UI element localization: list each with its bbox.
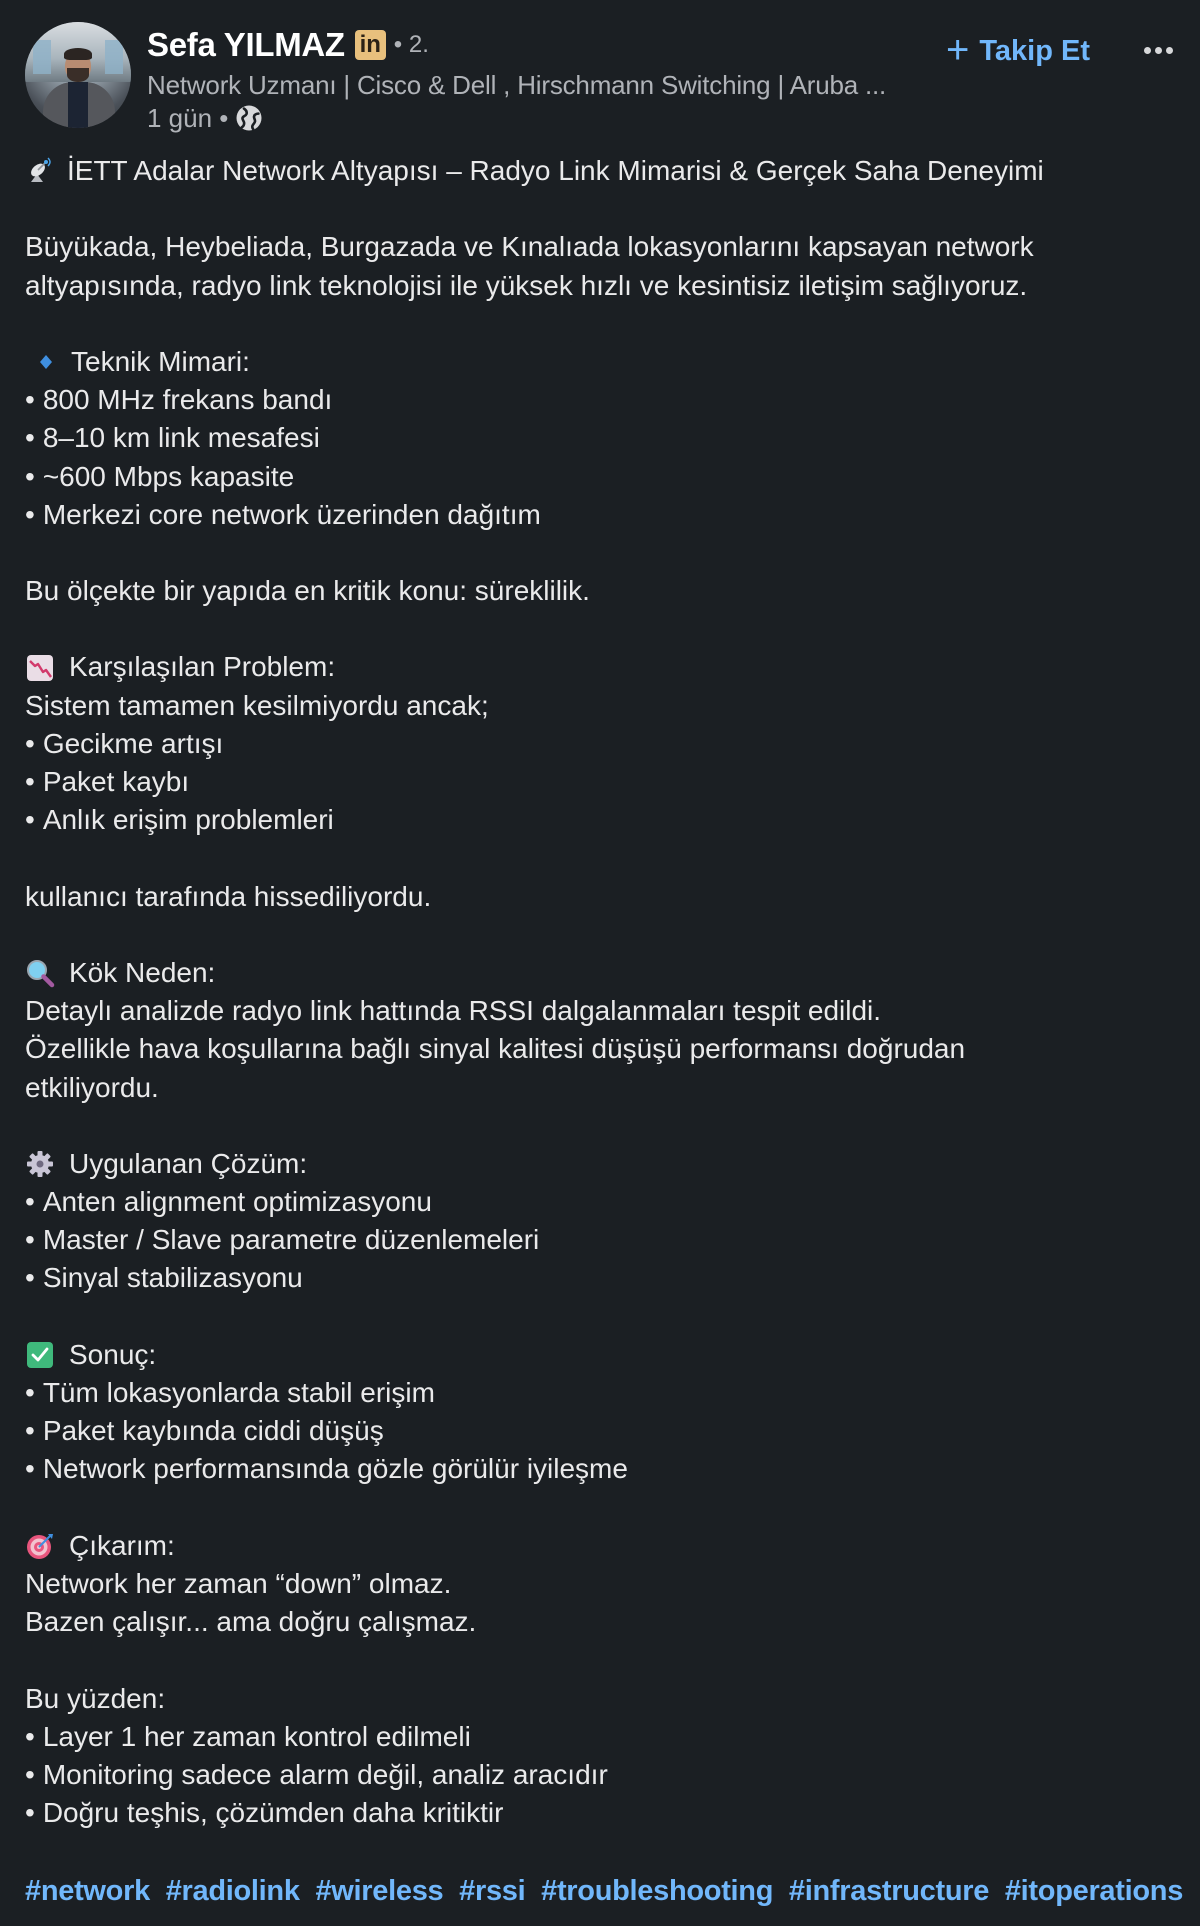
takeaway-line: Network her zaman “down” olmaz. bbox=[25, 1567, 452, 1599]
post-title-text: İETT Adalar Network Altyapısı – Radyo Link Mimarisi & Gerçek Saha Deneyimi bbox=[67, 155, 1044, 186]
problem-lead: Sistem tamamen kesilmiyordu ancak; bbox=[25, 689, 489, 721]
linkedin-premium-icon: in bbox=[355, 30, 386, 60]
result-item: • Paket kaybında ciddi düşüş bbox=[25, 1412, 1185, 1450]
follow-button[interactable] bbox=[946, 27, 1091, 72]
result-item: • Tüm lokasyonlarda stabil erişim bbox=[25, 1374, 1185, 1412]
target-icon bbox=[25, 1531, 55, 1561]
therefore-item: • Doğru teşhis, çözümden daha kritiktir bbox=[25, 1794, 1185, 1832]
problem-heading-text: Karşılaşılan Problem: bbox=[69, 651, 336, 683]
spacer bbox=[25, 305, 1185, 343]
therefore-item: • Monitoring sadece alarm değil, analiz aracıdır bbox=[25, 1756, 1185, 1794]
takeaway-heading-text: Çıkarım: bbox=[69, 1529, 175, 1561]
avatar-window bbox=[105, 40, 123, 74]
hashtag-link[interactable]: #troubleshooting bbox=[541, 1875, 774, 1907]
architecture-item: • 8–10 km link mesafesi bbox=[25, 419, 1185, 457]
architecture-item: • ~600 Mbps kapasite bbox=[25, 458, 1185, 496]
spacer bbox=[25, 534, 1185, 572]
architecture-item: • Merkezi core network üzerinden dağıtım bbox=[25, 496, 1185, 534]
author-name[interactable]: Sefa YILMAZ bbox=[147, 26, 345, 63]
root-cause-line: Özellikle hava koşullarına bağlı sinyal kalitesi düşüşü performansı doğrudan bbox=[25, 1033, 966, 1065]
dot bbox=[1144, 47, 1151, 54]
spacer bbox=[25, 1298, 1185, 1336]
check-mark-button-icon bbox=[25, 1340, 55, 1370]
avatar-beard bbox=[67, 68, 89, 82]
avatar[interactable] bbox=[25, 22, 131, 128]
post-title bbox=[25, 152, 1185, 190]
dot bbox=[1155, 47, 1162, 54]
plus-icon: + bbox=[946, 27, 970, 72]
root-cause-heading-text: Kök Neden: bbox=[69, 956, 216, 988]
chart-decreasing-icon bbox=[25, 653, 55, 683]
problem-item: • Anlık erişim problemleri bbox=[25, 801, 1185, 839]
spacer bbox=[25, 190, 1185, 228]
therefore-heading: Bu yüzden: bbox=[25, 1682, 166, 1714]
continuity-text: Bu ölçekte bir yapıda en kritik konu: süreklilik. bbox=[25, 575, 590, 607]
blue-diamond-icon bbox=[31, 347, 61, 377]
intro-line: altyapısında, radyo link teknolojisi ile yüksek hızlı ve kesintisiz iletişim sağlıyoruz. bbox=[25, 269, 1028, 301]
hashtag-link[interactable]: #radiolink bbox=[165, 1875, 300, 1907]
magnifying-glass-icon bbox=[25, 958, 55, 988]
root-cause-line: etkiliyordu. bbox=[25, 1071, 159, 1103]
solution-item: • Sinyal stabilizasyonu bbox=[25, 1259, 1185, 1297]
takeaway-heading bbox=[25, 1527, 1185, 1565]
spacer bbox=[25, 1107, 1185, 1145]
more-options-button[interactable] bbox=[1138, 34, 1178, 66]
result-heading bbox=[25, 1336, 1185, 1374]
satellite-antenna-icon bbox=[25, 156, 55, 186]
solution-item: • Anten alignment optimizasyonu bbox=[25, 1183, 1185, 1221]
gear-icon bbox=[25, 1149, 55, 1179]
architecture-item: • 800 MHz frekans bandı bbox=[25, 381, 1185, 419]
spacer bbox=[25, 1489, 1185, 1527]
solution-heading bbox=[25, 1145, 1185, 1183]
dot bbox=[1166, 47, 1173, 54]
hashtags bbox=[25, 1875, 1195, 1908]
avatar-shirt bbox=[68, 82, 88, 128]
post-time: 1 gün • bbox=[147, 102, 229, 133]
author-name-row bbox=[147, 24, 429, 66]
problem-item: • Gecikme artışı bbox=[25, 725, 1185, 763]
problem-heading bbox=[25, 648, 1185, 686]
architecture-heading-text: Teknik Mimari: bbox=[71, 345, 250, 377]
problem-item: • Paket kaybı bbox=[25, 763, 1185, 801]
post-meta bbox=[147, 102, 264, 134]
post-header bbox=[0, 0, 1200, 140]
intro-line: Büyükada, Heybeliada, Burgazada ve Kınalıada lokasyonlarını kapsayan network bbox=[25, 231, 1034, 263]
spacer bbox=[25, 916, 1185, 954]
connection-degree: • 2. bbox=[393, 31, 429, 58]
follow-label: Takip Et bbox=[979, 34, 1091, 67]
solution-item: • Master / Slave parametre düzenlemeleri bbox=[25, 1221, 1185, 1259]
globe-icon bbox=[234, 103, 264, 133]
therefore-item: • Layer 1 her zaman kontrol edilmeli bbox=[25, 1718, 1185, 1756]
hashtag-link[interactable]: #wireless bbox=[315, 1875, 444, 1907]
root-cause-heading bbox=[25, 954, 1185, 992]
architecture-heading bbox=[25, 343, 1185, 381]
takeaway-line: Bazen çalışır... ama doğru çalışmaz. bbox=[25, 1606, 477, 1638]
hashtag-link[interactable]: #itoperations bbox=[1004, 1875, 1184, 1907]
hashtag-link[interactable]: #rssi bbox=[459, 1875, 526, 1907]
spacer bbox=[25, 839, 1185, 877]
root-cause-line: Detaylı analizde radyo link hattında RSSI dalgalanmaları tespit edildi. bbox=[25, 995, 882, 1027]
problem-tail: kullanıcı tarafında hissediliyordu. bbox=[25, 880, 432, 912]
spacer bbox=[25, 610, 1185, 648]
post-body bbox=[25, 152, 1185, 1832]
avatar-hair bbox=[64, 48, 92, 60]
spacer bbox=[25, 1641, 1185, 1679]
avatar-window bbox=[33, 40, 51, 74]
author-headline: Network Uzmanı | Cisco & Dell , Hirschmann Switching | Aruba ... bbox=[147, 70, 887, 100]
hashtag-link[interactable]: #network bbox=[25, 1875, 150, 1907]
result-heading-text: Sonuç: bbox=[69, 1338, 157, 1370]
solution-heading-text: Uygulanan Çözüm: bbox=[69, 1147, 308, 1179]
hashtag-link[interactable]: #infrastructure bbox=[788, 1875, 990, 1907]
result-item: • Network performansında gözle görülür iyileşme bbox=[25, 1450, 1185, 1488]
